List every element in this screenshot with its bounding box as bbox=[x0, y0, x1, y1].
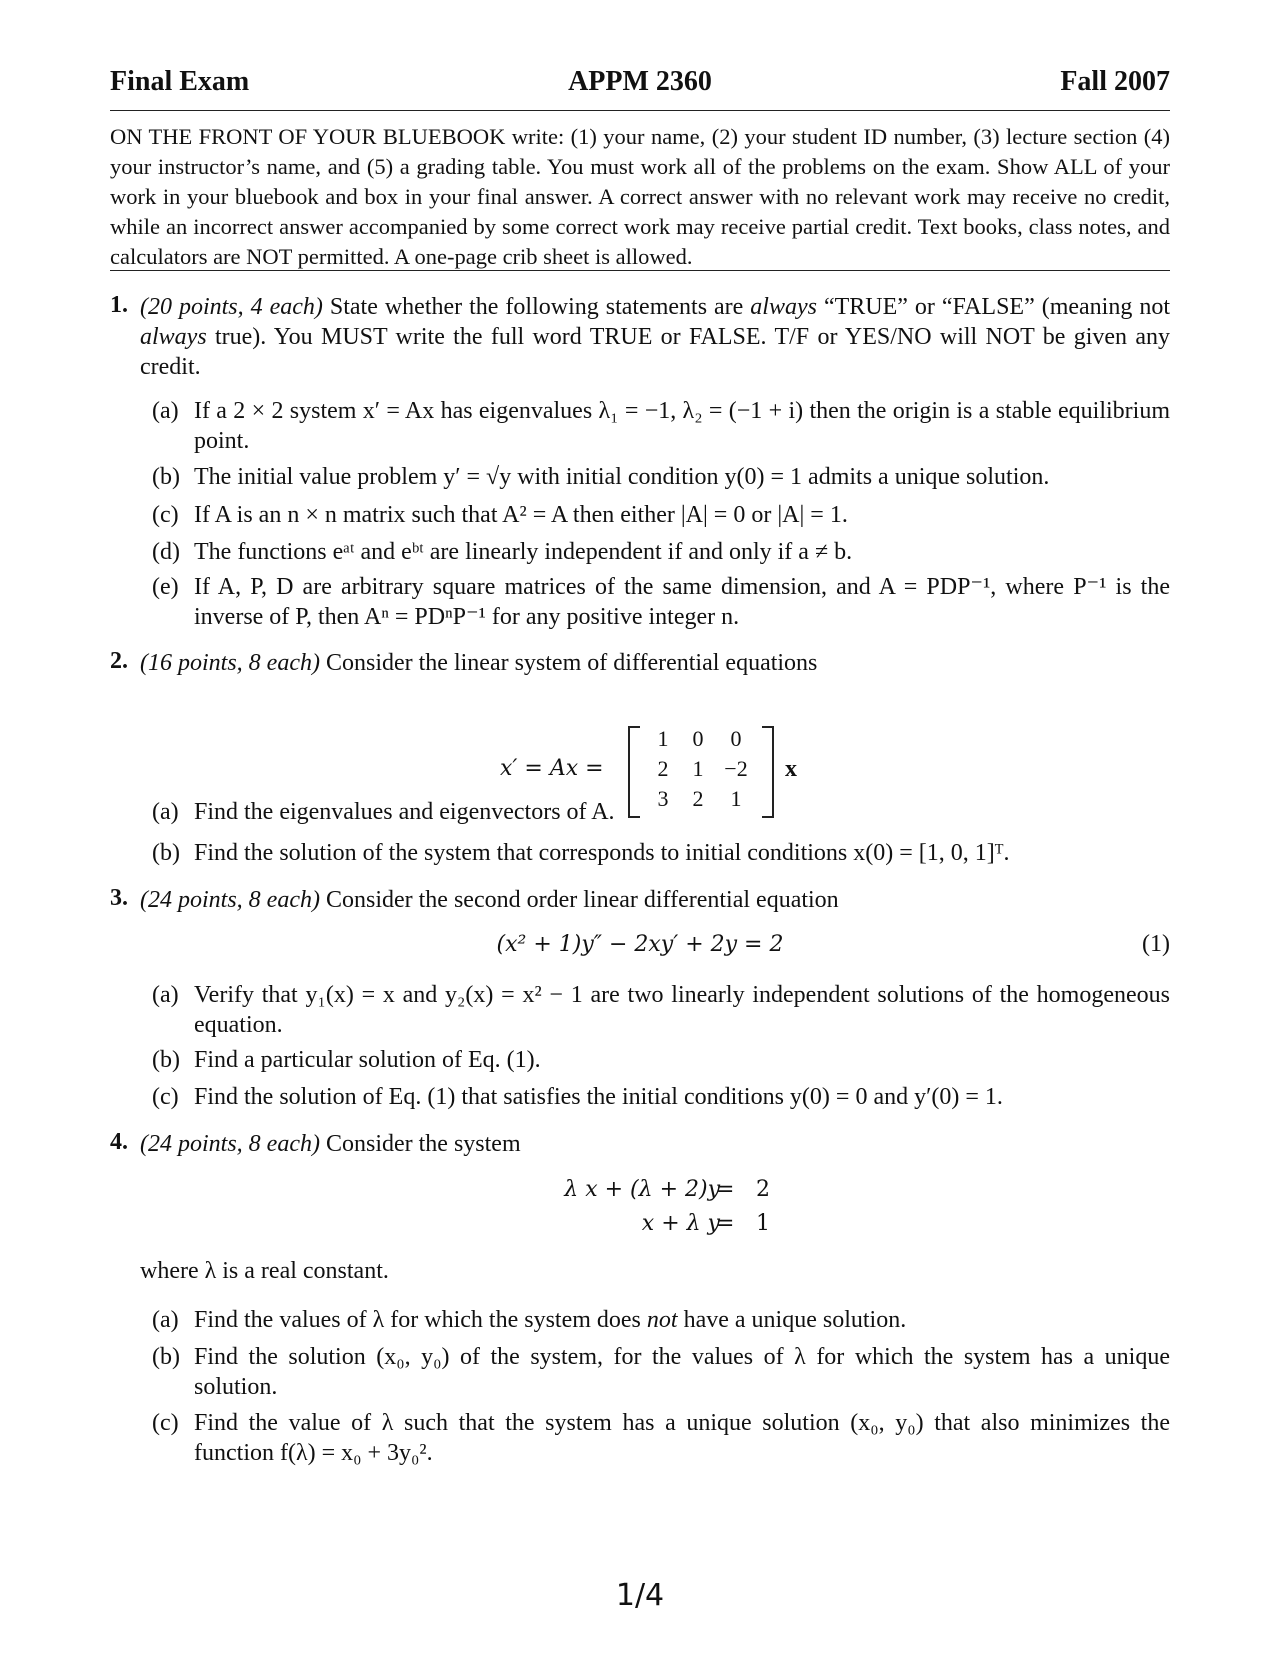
problem-3-part-c bbox=[152, 1082, 1170, 1112]
part-label: (c) bbox=[152, 1410, 179, 1436]
equation-text: (x² + 1)y″ − 2xy′ + 2y = 2 bbox=[496, 932, 784, 957]
problem-1 bbox=[110, 292, 1170, 382]
problem-1-part-a bbox=[152, 396, 1170, 456]
part-text: Find the solution of the system that corresponds to initial conditions x(0) = [1, 0, 1]ᵀ. bbox=[194, 840, 1010, 866]
part-text: Find the value of λ such that the system has a unique solution (x₀, y₀) that also minimizes the function f(λ) = x₀ + 3y₀². bbox=[194, 1410, 1170, 1466]
problem-4-part-a bbox=[152, 1305, 1170, 1335]
part-label: (b) bbox=[152, 1344, 180, 1370]
part-text: Find the solution of Eq. (1) that satisfies the initial conditions y(0) = 0 and y′(0) = 1. bbox=[194, 1084, 1003, 1110]
problem-1-part-b bbox=[152, 462, 1170, 492]
part-label: (a) bbox=[152, 799, 179, 825]
part-text: Find the solution (x₀, y₀) of the system, for the values of λ for which the system has a unique solution. bbox=[194, 1344, 1170, 1400]
statement-emphasis: always bbox=[140, 324, 207, 350]
part-label: (c) bbox=[152, 502, 179, 528]
matrix-cell: 3 bbox=[657, 786, 669, 811]
system-row-1-equals: = bbox=[716, 1177, 735, 1202]
statement-part: Consider the linear system of differential equations bbox=[319, 650, 818, 676]
system-row-1-lhs: λ x + (λ + 2)y bbox=[564, 1177, 720, 1202]
part-label: (d) bbox=[152, 539, 180, 565]
statement-part: State whether the following statements are bbox=[322, 294, 751, 320]
part-text: If A is an n × n matrix such that A² = A then either |A| = 0 or |A| = 1. bbox=[194, 502, 848, 528]
matrix-cell: 2 bbox=[657, 756, 669, 781]
part-text: Verify that y₁(x) = x and y₂(x) = x² − 1 are two linearly independent solutions of the homogeneous equation. bbox=[194, 982, 1170, 1038]
part-text bbox=[194, 1305, 1170, 1335]
problem-3 bbox=[110, 885, 1170, 915]
part-label: (a) bbox=[152, 982, 179, 1008]
problem-statement bbox=[140, 648, 1170, 678]
part-text-segment: have a unique solution. bbox=[677, 1307, 907, 1333]
statement-part: true). You MUST write the full word TRUE or FALSE. T/F or YES/NO will NOT be given any credit. bbox=[140, 324, 1170, 380]
part-text: Find a particular solution of Eq. (1). bbox=[194, 1047, 541, 1073]
problem-2-part-b bbox=[152, 838, 1170, 868]
equation-number: (1) bbox=[1142, 931, 1170, 957]
matrix-cell: 1 bbox=[730, 786, 742, 811]
matrix-cell: 2 bbox=[692, 786, 704, 811]
part-text: Find the eigenvalues and eigenvectors of A. bbox=[194, 799, 615, 825]
header-divider bbox=[110, 110, 1170, 111]
equation-lhs: x′ = Ax = bbox=[500, 756, 604, 781]
part-text: If A, P, D are arbitrary square matrices of the same dimension, and A = PDP⁻¹, where P⁻¹ is the inverse of P, then Aⁿ = PDⁿP⁻¹ for any positive integer n. bbox=[194, 574, 1170, 630]
part-label: (a) bbox=[152, 398, 179, 424]
header-title: Final Exam bbox=[110, 66, 250, 97]
matrix-cell: 0 bbox=[692, 726, 704, 751]
system-row-2-rhs: 1 bbox=[756, 1211, 770, 1236]
system-row-1-rhs: 2 bbox=[756, 1177, 770, 1202]
problem-2-part-a bbox=[152, 797, 1170, 827]
exam-instructions: ON THE FRONT OF YOUR BLUEBOOK write: (1) your name, (2) your student ID number, (3) lecture section (4) your instructor’s name, and (5) a grading table. You must work all of the problems on the exam. Show ALL of your work in your bluebook and box in your final answer. A correct answer with no relevant work may receive no credit, while an incorrect answer accompanied by some correct work may receive partial credit. Text books, class notes, and calculators are NOT permitted. A one-page crib sheet is allowed. bbox=[110, 124, 1170, 269]
problem-number: 3. bbox=[110, 885, 128, 911]
problem-1-part-c bbox=[152, 500, 1170, 530]
matrix-cell: 1 bbox=[657, 726, 669, 751]
part-label: (a) bbox=[152, 1307, 179, 1333]
problem-3-part-b bbox=[152, 1045, 1170, 1075]
header-course: APPM 2360 bbox=[568, 66, 712, 97]
header-term: Fall 2007 bbox=[1060, 66, 1170, 97]
matrix-cell: 1 bbox=[692, 756, 704, 781]
problem-1-part-d bbox=[152, 537, 1170, 567]
part-text: If a 2 × 2 system x′ = Ax has eigenvalues λ₁ = −1, λ₂ = (−1 + i) then the origin is a stable equilibrium point. bbox=[194, 398, 1170, 454]
problem-points: (20 points, 4 each) bbox=[140, 294, 323, 320]
problem-3-part-a bbox=[152, 980, 1170, 1040]
part-label: (b) bbox=[152, 840, 180, 866]
statement-emphasis: always bbox=[750, 294, 817, 320]
system-row-2-lhs: x + λ y bbox=[641, 1211, 720, 1236]
page-number: 1/4 bbox=[615, 1578, 665, 1613]
equation-rhs: x bbox=[785, 756, 797, 782]
part-text: The functions eᵃᵗ and eᵇᵗ are linearly independent if and only if a ≠ b. bbox=[194, 539, 853, 565]
problem-number: 2. bbox=[110, 648, 128, 674]
problem-statement bbox=[140, 1129, 1170, 1159]
problem-points: (24 points, 8 each) bbox=[140, 1131, 320, 1157]
page-header bbox=[110, 60, 1170, 100]
statement-part: Consider the system bbox=[319, 1131, 521, 1157]
part-label: (c) bbox=[152, 1084, 179, 1110]
part-label: (b) bbox=[152, 464, 180, 490]
problem-4-part-b bbox=[152, 1342, 1170, 1402]
matrix-cell: 0 bbox=[730, 726, 742, 751]
problem-statement bbox=[140, 885, 1170, 915]
problem-number: 1. bbox=[110, 292, 128, 318]
equation-1 bbox=[110, 931, 1170, 958]
statement-part: Consider the second order linear differential equation bbox=[319, 887, 839, 913]
problem-4 bbox=[110, 1129, 1170, 1159]
part-text-segment: Find the values of λ for which the system does bbox=[194, 1307, 647, 1333]
matrix-cell: −2 bbox=[724, 756, 748, 781]
problem-statement bbox=[140, 292, 1170, 382]
part-text: The initial value problem y′ = √y with initial condition y(0) = 1 admits a unique solution. bbox=[194, 464, 1050, 490]
problem-4-part-c bbox=[152, 1408, 1170, 1468]
part-text-emphasis: not bbox=[646, 1307, 678, 1333]
problem-2 bbox=[110, 648, 1170, 678]
problem-4-where: where λ is a real constant. bbox=[140, 1258, 389, 1284]
instructions-divider bbox=[110, 270, 1170, 271]
problem-number: 4. bbox=[110, 1129, 128, 1155]
system-row-2-equals: = bbox=[716, 1211, 735, 1236]
problem-1-part-e bbox=[152, 572, 1170, 632]
problem-points: (16 points, 8 each) bbox=[140, 650, 320, 676]
problem-points: (24 points, 8 each) bbox=[140, 887, 320, 913]
statement-part: “TRUE” or “FALSE” (meaning not bbox=[816, 294, 1170, 320]
part-label: (e) bbox=[152, 574, 179, 600]
part-label: (b) bbox=[152, 1047, 180, 1073]
